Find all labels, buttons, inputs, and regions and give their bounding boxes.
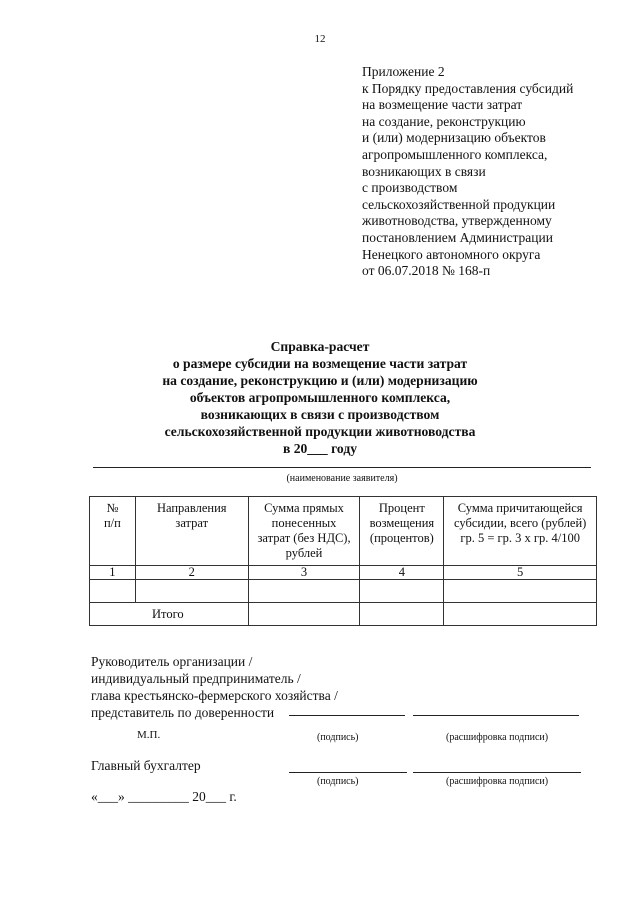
appendix-line: животноводства, утвержденному bbox=[362, 213, 552, 229]
header-number: № п/п bbox=[90, 497, 136, 566]
title-line: возникающих в связи с производством bbox=[200, 407, 440, 422]
signatory-block bbox=[91, 653, 338, 721]
signatory-line: индивидуальный предприниматель / bbox=[91, 671, 301, 686]
accountant-signature-caption: (подпись) bbox=[317, 776, 359, 787]
table-cell[interactable] bbox=[444, 580, 597, 603]
stamp-label: М.П. bbox=[137, 729, 161, 741]
accountant-decryption-line[interactable] bbox=[413, 772, 581, 773]
appendix-line: Ненецкого автономного округа bbox=[362, 246, 541, 262]
appendix-line: с производством bbox=[362, 180, 458, 196]
date-line[interactable]: «___» _________ 20___ г. bbox=[91, 789, 237, 804]
table-row bbox=[90, 566, 597, 580]
table-cell[interactable] bbox=[135, 580, 248, 603]
appendix-line: на возмещение части затрат bbox=[362, 97, 523, 113]
table-header-row bbox=[90, 497, 597, 566]
head-decryption-caption: (расшифровка подписи) bbox=[446, 732, 549, 743]
head-signature-caption: (подпись) bbox=[317, 732, 359, 743]
document-title bbox=[0, 338, 640, 457]
applicant-name-line[interactable] bbox=[93, 467, 591, 468]
page-number: 12 bbox=[314, 33, 326, 45]
accountant-signature-line[interactable] bbox=[289, 772, 407, 773]
appendix-line: постановлением Администрации bbox=[362, 229, 553, 245]
table-cell[interactable] bbox=[444, 603, 597, 626]
table-total-row bbox=[90, 603, 597, 626]
column-number: 5 bbox=[444, 566, 597, 580]
chief-accountant-label: Главный бухгалтер bbox=[91, 758, 201, 773]
appendix-line: на создание, реконструкцию bbox=[362, 113, 526, 129]
column-number: 3 bbox=[248, 566, 360, 580]
table-cell[interactable] bbox=[90, 580, 136, 603]
applicant-name-caption: (наименование заявителя) bbox=[286, 473, 398, 484]
column-number: 2 bbox=[135, 566, 248, 580]
signatory-line: представитель по доверенности bbox=[91, 705, 275, 720]
title-line: в 20___ году bbox=[282, 441, 358, 456]
table-cell[interactable] bbox=[360, 603, 444, 626]
title-line: Справка-расчет bbox=[270, 339, 370, 354]
appendix-line: Приложение 2 bbox=[362, 64, 445, 79]
header-subsidy-amount: Сумма причитающейся субсидии, всего (рублей) гр. 5 = гр. 3 х гр. 4/100 bbox=[444, 497, 597, 566]
appendix-line: и (или) модернизацию объектов bbox=[362, 130, 546, 146]
appendix-reference bbox=[362, 64, 622, 280]
table-cell[interactable] bbox=[248, 603, 360, 626]
head-decryption-line[interactable] bbox=[413, 715, 579, 716]
header-cost-directions: Направления затрат bbox=[135, 497, 248, 566]
appendix-line: возникающих в связи bbox=[362, 163, 486, 179]
appendix-line: к Порядку предоставления субсидий bbox=[362, 80, 574, 96]
table-row bbox=[90, 580, 597, 603]
appendix-line: от 06.07.2018 № 168-п bbox=[362, 263, 491, 279]
calculation-table bbox=[89, 496, 597, 626]
total-label: Итого bbox=[90, 603, 249, 626]
table-cell[interactable] bbox=[360, 580, 444, 603]
title-line: сельскохозяйственной продукции животноводства bbox=[164, 424, 476, 439]
appendix-line: сельскохозяйственной продукции bbox=[362, 196, 556, 212]
column-number: 4 bbox=[360, 566, 444, 580]
header-direct-costs: Сумма прямых понесенных затрат (без НДС), рублей bbox=[248, 497, 360, 566]
title-line: объектов агропромышленного комплекса, bbox=[189, 390, 451, 405]
signatory-line: глава крестьянско-фермерского хозяйства / bbox=[91, 688, 338, 703]
table-cell[interactable] bbox=[248, 580, 360, 603]
title-line: на создание, реконструкцию и (или) модернизацию bbox=[162, 373, 478, 388]
title-line: о размере субсидии на возмещение части затрат bbox=[172, 356, 468, 371]
header-reimbursement-percent: Процент возмещения (процентов) bbox=[360, 497, 444, 566]
accountant-decryption-caption: (расшифровка подписи) bbox=[446, 776, 549, 787]
column-number: 1 bbox=[90, 566, 136, 580]
signatory-line: Руководитель организации / bbox=[91, 654, 253, 669]
head-signature-line[interactable] bbox=[289, 715, 405, 716]
appendix-line: агропромышленного комплекса, bbox=[362, 146, 548, 162]
